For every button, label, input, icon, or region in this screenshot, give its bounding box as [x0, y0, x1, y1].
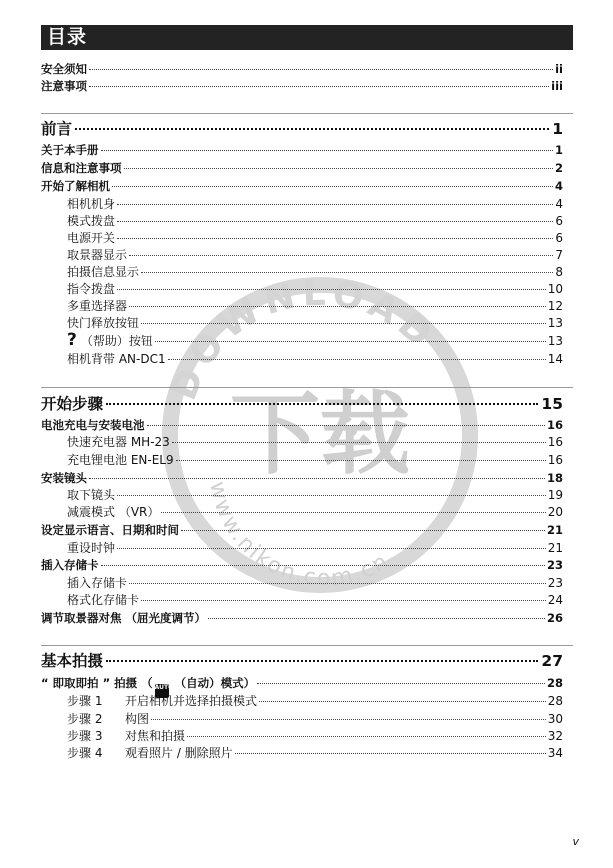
toc-subentry[interactable] — [67, 488, 563, 502]
toc-entry-label: 安全须知 — [41, 62, 87, 76]
toc-entry-label: 注意事项 — [41, 79, 87, 93]
dot-leader — [117, 495, 546, 496]
toc-entry-page: 20 — [547, 505, 563, 519]
dot-leader — [208, 618, 545, 619]
toc-entry-label: 格式化存储卡 — [67, 593, 140, 607]
toc-entry-label-wrap — [67, 712, 149, 726]
toc-entry-label: 信息和注意事项 — [41, 161, 122, 175]
toc-entry-label: 对焦和拍摄 — [125, 729, 186, 743]
dot-leader — [117, 289, 546, 290]
toc-entry-label: 调节取景器对焦 （屈光度调节） — [41, 611, 207, 625]
section-preface[interactable] — [41, 120, 563, 138]
toc-entry-label: 重设时钟 — [67, 541, 116, 555]
toc-subentry[interactable] — [67, 352, 563, 366]
toc-subentry[interactable] — [67, 541, 563, 555]
toc-entry-page: 16 — [546, 418, 563, 432]
toc-entry-label: 观看照片 / 删除照片 — [125, 746, 233, 760]
toc-entry-label-wrap — [67, 729, 185, 743]
section-first-steps[interactable] — [41, 395, 563, 413]
toc-entry-page: 21 — [547, 541, 563, 555]
toc-entry-label: 多重选择器 — [67, 299, 128, 313]
toc-subentry-help[interactable] — [67, 330, 563, 350]
dot-leader — [129, 306, 546, 307]
toc-subentry[interactable] — [67, 435, 563, 449]
dot-leader — [75, 128, 549, 130]
toc-entry-notices[interactable] — [41, 79, 563, 93]
toc-entry-label: （自动）模式） — [170, 676, 256, 690]
toc-entry-label-wrap — [67, 330, 153, 350]
toc-entry-page: 34 — [547, 746, 563, 760]
toc-subentry[interactable] — [67, 576, 563, 590]
toc-entry[interactable] — [41, 143, 563, 157]
toc-entry-label: 电池充电与安装电池 — [41, 418, 145, 432]
toc-entry-label: （帮助）按钮 — [80, 334, 153, 348]
dot-leader — [151, 719, 546, 720]
step-number: 步骤 3 — [67, 729, 103, 743]
toc-entry[interactable] — [41, 471, 563, 485]
toc-entry-page: 26 — [546, 611, 563, 625]
dot-leader — [257, 683, 545, 684]
toc-subentry[interactable] — [67, 248, 563, 262]
page-number: v — [572, 835, 579, 848]
section-title: 基本拍摄 — [41, 652, 104, 670]
toc-entry-label: 开始了解相机 — [41, 179, 110, 193]
toc-entry-page: 6 — [555, 231, 563, 245]
toc-entry-page: 18 — [546, 471, 563, 485]
dot-leader — [129, 583, 546, 584]
toc-entry-label: 开启相机并选择拍摄模式 — [125, 694, 258, 708]
toc-entry-page: 30 — [547, 712, 563, 726]
toc-entry-page: 16 — [547, 435, 563, 449]
toc-entry-label: 电源开关 — [67, 231, 116, 245]
toc-entry[interactable] — [41, 418, 563, 432]
toc-entry-page: 23 — [546, 558, 563, 572]
dot-leader — [117, 204, 553, 205]
dot-leader — [129, 255, 553, 256]
watermark-url-text: www.nikon.com.cn — [204, 479, 394, 592]
dot-leader — [235, 753, 546, 754]
toc-entry-label-wrap — [67, 694, 257, 708]
toc-step-entry[interactable] — [67, 694, 563, 708]
toc-subentry[interactable] — [67, 214, 563, 228]
toc-entry-page: 24 — [547, 593, 563, 607]
help-icon: ? — [67, 330, 77, 350]
dot-leader — [176, 460, 546, 461]
toc-entry-label: 相机背带 AN-DC1 — [67, 352, 166, 366]
dot-leader — [89, 478, 545, 479]
dot-leader — [89, 86, 549, 87]
toc-entry-label: 插入存储卡 — [67, 576, 128, 590]
toc-entry-label: 设定显示语言、日期和时间 — [41, 523, 179, 537]
toc-entry-label: 模式拨盘 — [67, 214, 116, 228]
dot-leader — [106, 403, 538, 405]
toc-entry-page: iii — [551, 79, 563, 93]
toc-entry-page: 7 — [555, 248, 563, 262]
dot-leader — [259, 701, 546, 702]
section-page: 15 — [541, 395, 563, 413]
toc-entry-page: 21 — [546, 523, 563, 537]
toc-entry-page: 16 — [547, 453, 563, 467]
toc-entry-page: 14 — [547, 352, 563, 366]
dot-leader — [187, 736, 546, 737]
toc-subentry[interactable] — [67, 453, 563, 467]
step-number: 步骤 1 — [67, 694, 103, 708]
dot-leader — [172, 442, 546, 443]
toc-entry-page: 28 — [546, 676, 563, 690]
toc-entry[interactable] — [41, 161, 563, 175]
section-basic-shooting[interactable] — [41, 652, 563, 670]
watermark-main-text: 下载 — [230, 382, 410, 487]
toc-entry-page: 13 — [547, 316, 563, 330]
toc-entry-safety[interactable] — [41, 62, 563, 76]
dot-leader — [161, 512, 545, 513]
section-divider — [41, 113, 573, 114]
dot-leader — [181, 530, 545, 531]
toc-subentry[interactable] — [67, 231, 563, 245]
dot-leader — [112, 186, 553, 187]
dot-leader — [106, 660, 538, 662]
dot-leader — [117, 548, 546, 549]
watermark-arc-text: DOWNLOAD — [163, 272, 445, 406]
toc-entry-page: 6 — [555, 214, 563, 228]
dot-leader — [117, 238, 553, 239]
toc-subentry[interactable] — [67, 505, 563, 519]
toc-subentry[interactable] — [67, 593, 563, 607]
dot-leader — [155, 341, 546, 342]
step-number: 步骤 4 — [67, 746, 103, 760]
section-title: 开始步骤 — [41, 395, 104, 413]
toc-entry-label: 相机机身 — [67, 197, 116, 211]
toc-subentry[interactable] — [67, 282, 563, 296]
dot-leader — [141, 323, 546, 324]
toc-entry[interactable] — [41, 179, 563, 193]
toc-subentry[interactable] — [67, 299, 563, 313]
toc-entry-page: 8 — [555, 265, 563, 279]
toc-entry[interactable] — [41, 611, 563, 625]
toc-title: 目录 — [41, 25, 573, 50]
toc-step-entry[interactable] — [67, 712, 563, 726]
dot-leader — [147, 425, 545, 426]
section-page: 27 — [541, 652, 563, 670]
toc-entry-label: 安装镜头 — [41, 471, 87, 485]
step-number: 步骤 2 — [67, 712, 103, 726]
toc-entry-label: “ 即取即拍 ” 拍摄 （ — [41, 676, 153, 690]
toc-entry-page: 28 — [547, 694, 563, 708]
toc-entry-label: 关于本手册 — [41, 143, 99, 157]
dot-leader — [117, 221, 553, 222]
toc-subentry[interactable] — [67, 197, 563, 211]
toc-entry-page: 2 — [554, 161, 563, 175]
dot-leader — [141, 600, 546, 601]
toc-entry-label: 快门释放按钮 — [67, 316, 140, 330]
toc-entry-label-wrap — [67, 746, 233, 760]
toc-entry-label: 取景器显示 — [67, 248, 128, 262]
toc-entry-page: 4 — [554, 179, 563, 193]
toc-entry-label: 构图 — [125, 712, 150, 726]
toc-entry-page: 32 — [547, 729, 563, 743]
toc-entry-label: 充电锂电池 EN-EL9 — [67, 453, 174, 467]
toc-entry-page: 1 — [554, 143, 563, 157]
section-divider — [41, 645, 573, 646]
toc-entry-page: ii — [555, 62, 563, 76]
toc-entry-page: 12 — [547, 299, 563, 313]
toc-entry[interactable] — [41, 558, 563, 572]
section-title: 前言 — [41, 120, 73, 138]
toc-entry-page: 4 — [555, 197, 563, 211]
toc-subentry[interactable] — [67, 265, 563, 279]
toc-entry-page: 19 — [547, 488, 563, 502]
dot-leader — [101, 565, 545, 566]
section-divider — [41, 387, 573, 388]
toc-entry[interactable] — [41, 523, 563, 537]
toc-entry-page: 13 — [547, 334, 563, 348]
toc-entry-label: 插入存储卡 — [41, 558, 99, 572]
toc-entry-label: 快速充电器 MH-23 — [67, 435, 170, 449]
toc-entry-label: 取下镜头 — [67, 488, 116, 502]
toc-entry-page: 10 — [547, 282, 563, 296]
toc-step-entry[interactable] — [67, 746, 563, 760]
dot-leader — [89, 69, 553, 70]
auto-mode-icon: AUTO — [155, 684, 169, 698]
toc-entry-label: 指令拨盘 — [67, 282, 116, 296]
dot-leader — [141, 272, 553, 273]
section-page: 1 — [552, 120, 563, 138]
dot-leader — [168, 359, 546, 360]
dot-leader — [101, 150, 553, 151]
toc-step-entry[interactable] — [67, 729, 563, 743]
toc-subentry[interactable] — [67, 316, 563, 330]
toc-entry-label: 减震模式 （VR） — [67, 505, 160, 519]
toc-entry-label: 拍摄信息显示 — [67, 265, 140, 279]
toc-entry-page: 23 — [547, 576, 563, 590]
dot-leader — [124, 168, 553, 169]
